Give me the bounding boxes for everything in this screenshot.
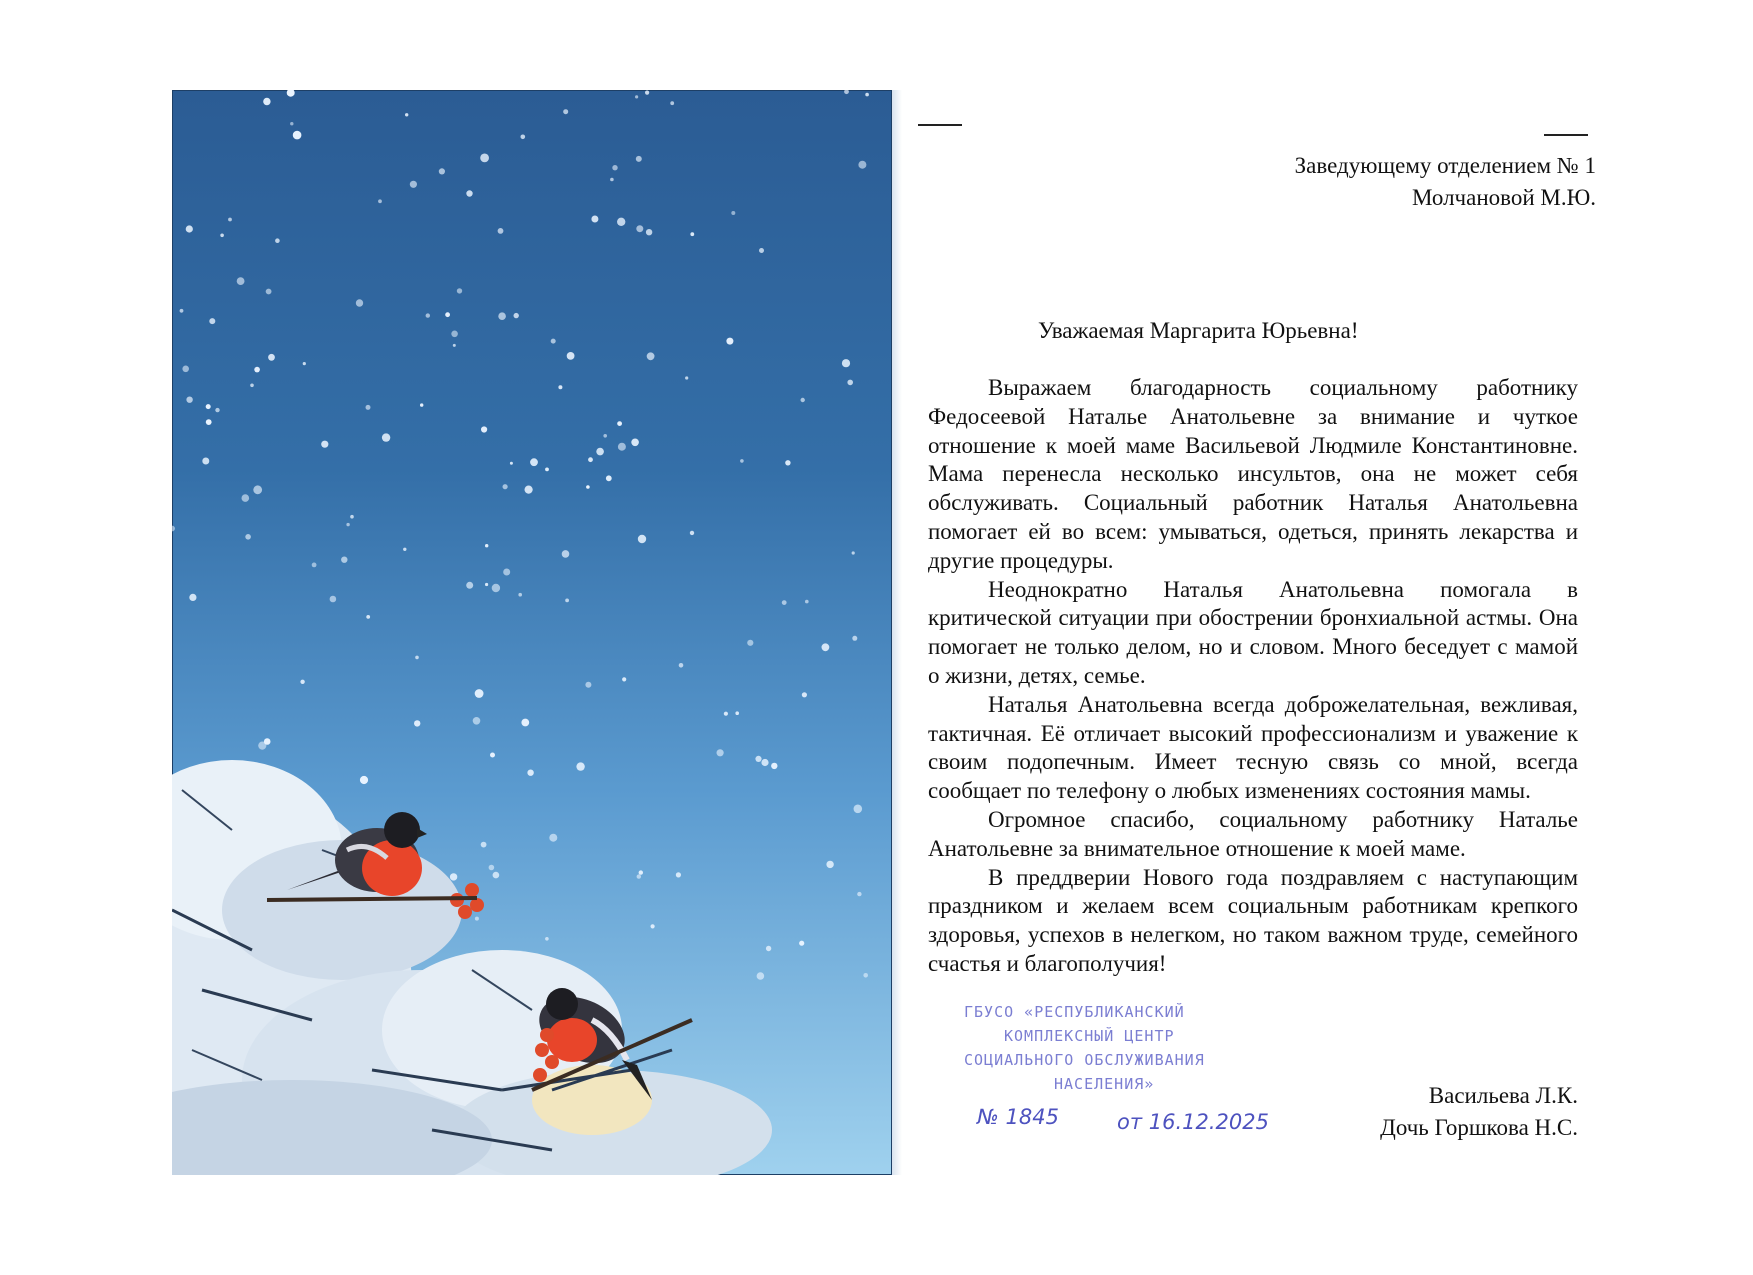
snowflake [382, 433, 390, 441]
snowflake [473, 717, 481, 725]
snowflake [690, 531, 694, 535]
snowflake [549, 834, 557, 842]
snowflake [545, 468, 549, 472]
snowflake [782, 600, 787, 605]
snowflake [466, 190, 472, 196]
snowflake [521, 719, 529, 727]
card-illustration [172, 90, 892, 1175]
snowflake [186, 397, 192, 403]
snowflake [439, 168, 445, 174]
stamp-number: № 1845 [977, 1105, 1059, 1129]
snowflake [378, 199, 382, 203]
snowflake [287, 90, 295, 97]
snowflake [450, 873, 457, 880]
snowflake [237, 277, 245, 285]
snowflake [854, 805, 863, 814]
snowflake [366, 615, 370, 619]
snowflake [263, 98, 270, 105]
snowflake [685, 376, 688, 379]
snowflake [366, 405, 371, 410]
snowflake [761, 759, 768, 766]
addressee-block [1295, 150, 1596, 214]
snowflake [805, 600, 809, 604]
snowflake [275, 238, 280, 243]
snowflake [610, 178, 614, 182]
snowflake [350, 515, 354, 519]
snowflake [635, 95, 638, 98]
snowflake [300, 680, 304, 684]
stamp-line-2: КОМПЛЕКСНЫЙ ЦЕНТР [1004, 1027, 1175, 1045]
snowflake [638, 535, 646, 543]
snowflake [647, 352, 655, 360]
snowflake [631, 439, 639, 447]
snowflake [426, 313, 430, 317]
snowflake [717, 749, 724, 756]
snowflake [637, 874, 641, 878]
snowflake [510, 462, 513, 465]
snowflake [503, 569, 510, 576]
signature-line-1: Васильева Л.К. [1428, 1083, 1578, 1108]
snowflake [245, 534, 251, 540]
snowflake [617, 421, 622, 426]
snowflake [266, 289, 272, 295]
snowflake [420, 403, 423, 406]
snowflake [415, 656, 419, 660]
snowflake [480, 154, 489, 163]
greeting-card [172, 90, 1612, 1175]
snowflake [679, 663, 684, 668]
snowflake [857, 892, 861, 896]
snowflake [475, 689, 484, 698]
snowflake [844, 90, 849, 94]
snowflake [726, 338, 733, 345]
snowflake [182, 366, 189, 373]
snowflake [612, 165, 617, 170]
snowflake [852, 551, 855, 554]
snowflake [690, 232, 694, 236]
snowflake [527, 770, 533, 776]
snowflake [312, 563, 317, 568]
snowflake [492, 584, 500, 592]
snowflake [591, 216, 598, 223]
snowflake [481, 842, 487, 848]
stamp-date: от 16.12.2025 [1117, 1110, 1269, 1134]
letter-body [928, 374, 1578, 979]
snowflake [514, 313, 519, 318]
paragraph-3: Наталья Анатольевна всегда доброжелательная, вежливая, тактичная. Её отличает высокий профессионализм и уважение к своим подопечным. Имеет тесную связь со мной, всегда сообщает по телефону о любых изменениях состояния мамы. [928, 691, 1578, 804]
snowflake [356, 299, 363, 306]
snowflake [785, 460, 790, 465]
snowflake [606, 475, 612, 481]
snowflake [493, 872, 500, 879]
paragraph-1: Выражаем благодарность социальному работнику Федосеевой Наталье Анатольевне за внимание и чуткое отношение к моей маме Васильевой Людмиле Константиновне. Мама перенесла несколько инсультов, она не может себя обслуживать. Социальный работник Наталья Анатольевна помогает ей во всем: умываться, одеться, принять лекарства и другие процедуры. [928, 375, 1578, 573]
stamp-line-3: СОЦИАЛЬНОГО ОБСЛУЖИВАНИЯ [964, 1051, 1205, 1069]
snowflake [186, 225, 193, 232]
registration-stamp [964, 1000, 1294, 1096]
scan-mark-left [918, 124, 962, 126]
snowflake [330, 596, 337, 603]
snowflake [865, 93, 869, 97]
snowflake [822, 643, 830, 651]
snowflake [215, 408, 219, 412]
snowflake [576, 762, 584, 770]
snowflake [826, 861, 833, 868]
snowflake [525, 486, 533, 494]
signature-block [1380, 1080, 1578, 1144]
snowflake [228, 218, 232, 222]
snowflake [481, 426, 487, 432]
snowflake [410, 181, 417, 188]
snowflake [209, 318, 215, 324]
snowflake [759, 248, 764, 253]
snowflake [646, 229, 652, 235]
snowflake [360, 776, 368, 784]
snowflake [847, 380, 853, 386]
stamp-line-1: ГБУСО «РЕСПУБЛИКАНСКИЙ [964, 1003, 1185, 1021]
letter-greeting: Уважаемая Маргарита Юрьевна! [1038, 318, 1359, 343]
snowflake [842, 359, 850, 367]
snowflake [403, 548, 406, 551]
snowflake [757, 972, 765, 980]
snowy-branches [172, 760, 772, 1175]
snowflake [189, 594, 196, 601]
snowflake [475, 917, 479, 921]
snowflake [268, 354, 275, 361]
snowflake [253, 485, 262, 494]
snowflake [799, 941, 804, 946]
snowflake [453, 344, 456, 347]
snowflake [747, 640, 753, 646]
snowflake [503, 484, 508, 489]
snowflake [603, 434, 607, 438]
snowflake [521, 135, 526, 140]
snowflake [636, 225, 643, 232]
snowflake [562, 550, 570, 558]
snowflake [858, 161, 866, 169]
snowflake [755, 756, 761, 762]
addressee-name: Молчановой М.Ю. [1412, 185, 1596, 210]
paragraph-2: Неоднократно Наталья Анатольевна помогала в критической ситуации при обострении бронхиальной астмы. Она помогает не только делом, но и словом. Много беседует с мамой о жизни, детях, семье. [928, 576, 1578, 688]
snowflake [622, 677, 626, 681]
snowflake [414, 720, 420, 726]
paragraph-4: Огромное спасибо, социальному работнику Наталье Анатольевне за внимательное отношение к моей маме. [928, 806, 1578, 861]
snowflake [588, 457, 593, 462]
snowflake [766, 946, 771, 951]
snowflake [405, 113, 408, 116]
snowflake [220, 234, 224, 238]
addressee-position: Заведующему отделением № 1 [1294, 153, 1596, 178]
snowflake [451, 331, 458, 338]
snowflake [206, 404, 211, 409]
snowflake [676, 872, 681, 877]
snowflake [202, 458, 209, 465]
scan-mark-right [1544, 134, 1588, 136]
snowflake [563, 109, 568, 114]
snowflake [645, 91, 649, 95]
snowflake [724, 712, 728, 716]
snowflake [567, 352, 575, 360]
snowflake [498, 228, 504, 234]
snowflake [551, 339, 556, 344]
snowflake [498, 312, 506, 320]
snowflake [303, 362, 306, 365]
snowflake [445, 312, 450, 317]
snowflake [346, 523, 349, 526]
snowflake [206, 419, 212, 425]
snowflake [565, 599, 569, 603]
snowflake [735, 711, 739, 715]
snowflake [618, 443, 626, 451]
signature-line-2: Дочь Горшкова Н.С. [1380, 1115, 1578, 1140]
snowflake [457, 288, 462, 293]
snowflake [801, 398, 805, 402]
paragraph-5: В преддверии Нового года поздравляем с наступающим праздником и желаем всем социальным работникам крепкого здоровья, успехов в нелегком, но таком важном труде, семейного счастья и благополучия! [928, 864, 1578, 976]
snowflake [485, 583, 488, 586]
snowflake [490, 753, 495, 758]
card-fold [892, 90, 902, 1175]
snowflake [321, 441, 328, 448]
snowflake [585, 682, 591, 688]
snowflake [264, 738, 271, 745]
stamp-line-4: НАСЕЛЕНИЯ» [1054, 1075, 1155, 1093]
snowflake [651, 924, 655, 928]
snowflake [290, 122, 293, 125]
snowflake [617, 218, 625, 226]
snowflake [545, 937, 549, 941]
snowflake [586, 485, 590, 489]
snowflake [558, 385, 562, 389]
snowflake [250, 384, 254, 388]
snowflake [670, 101, 674, 105]
snowflake [639, 870, 643, 874]
snowflake [852, 636, 857, 641]
snowflake [172, 526, 175, 532]
snowflake [242, 494, 250, 502]
snowflake [530, 458, 538, 466]
snowflake [466, 582, 473, 589]
winter-scene-image [172, 90, 892, 1175]
snowflake [740, 459, 744, 463]
snowflake [341, 557, 347, 563]
snowflake [489, 865, 495, 871]
snowflake [802, 692, 807, 697]
snowflake [771, 763, 777, 769]
snowflake [518, 593, 522, 597]
snowflake [293, 131, 302, 140]
snowflake [180, 309, 184, 313]
letter-page [902, 90, 1612, 1175]
snowflake [731, 211, 735, 215]
snowflake [485, 544, 488, 547]
snowflake [863, 973, 868, 978]
snowflake [636, 156, 642, 162]
snowflake [254, 367, 260, 373]
snowflake [596, 448, 604, 456]
